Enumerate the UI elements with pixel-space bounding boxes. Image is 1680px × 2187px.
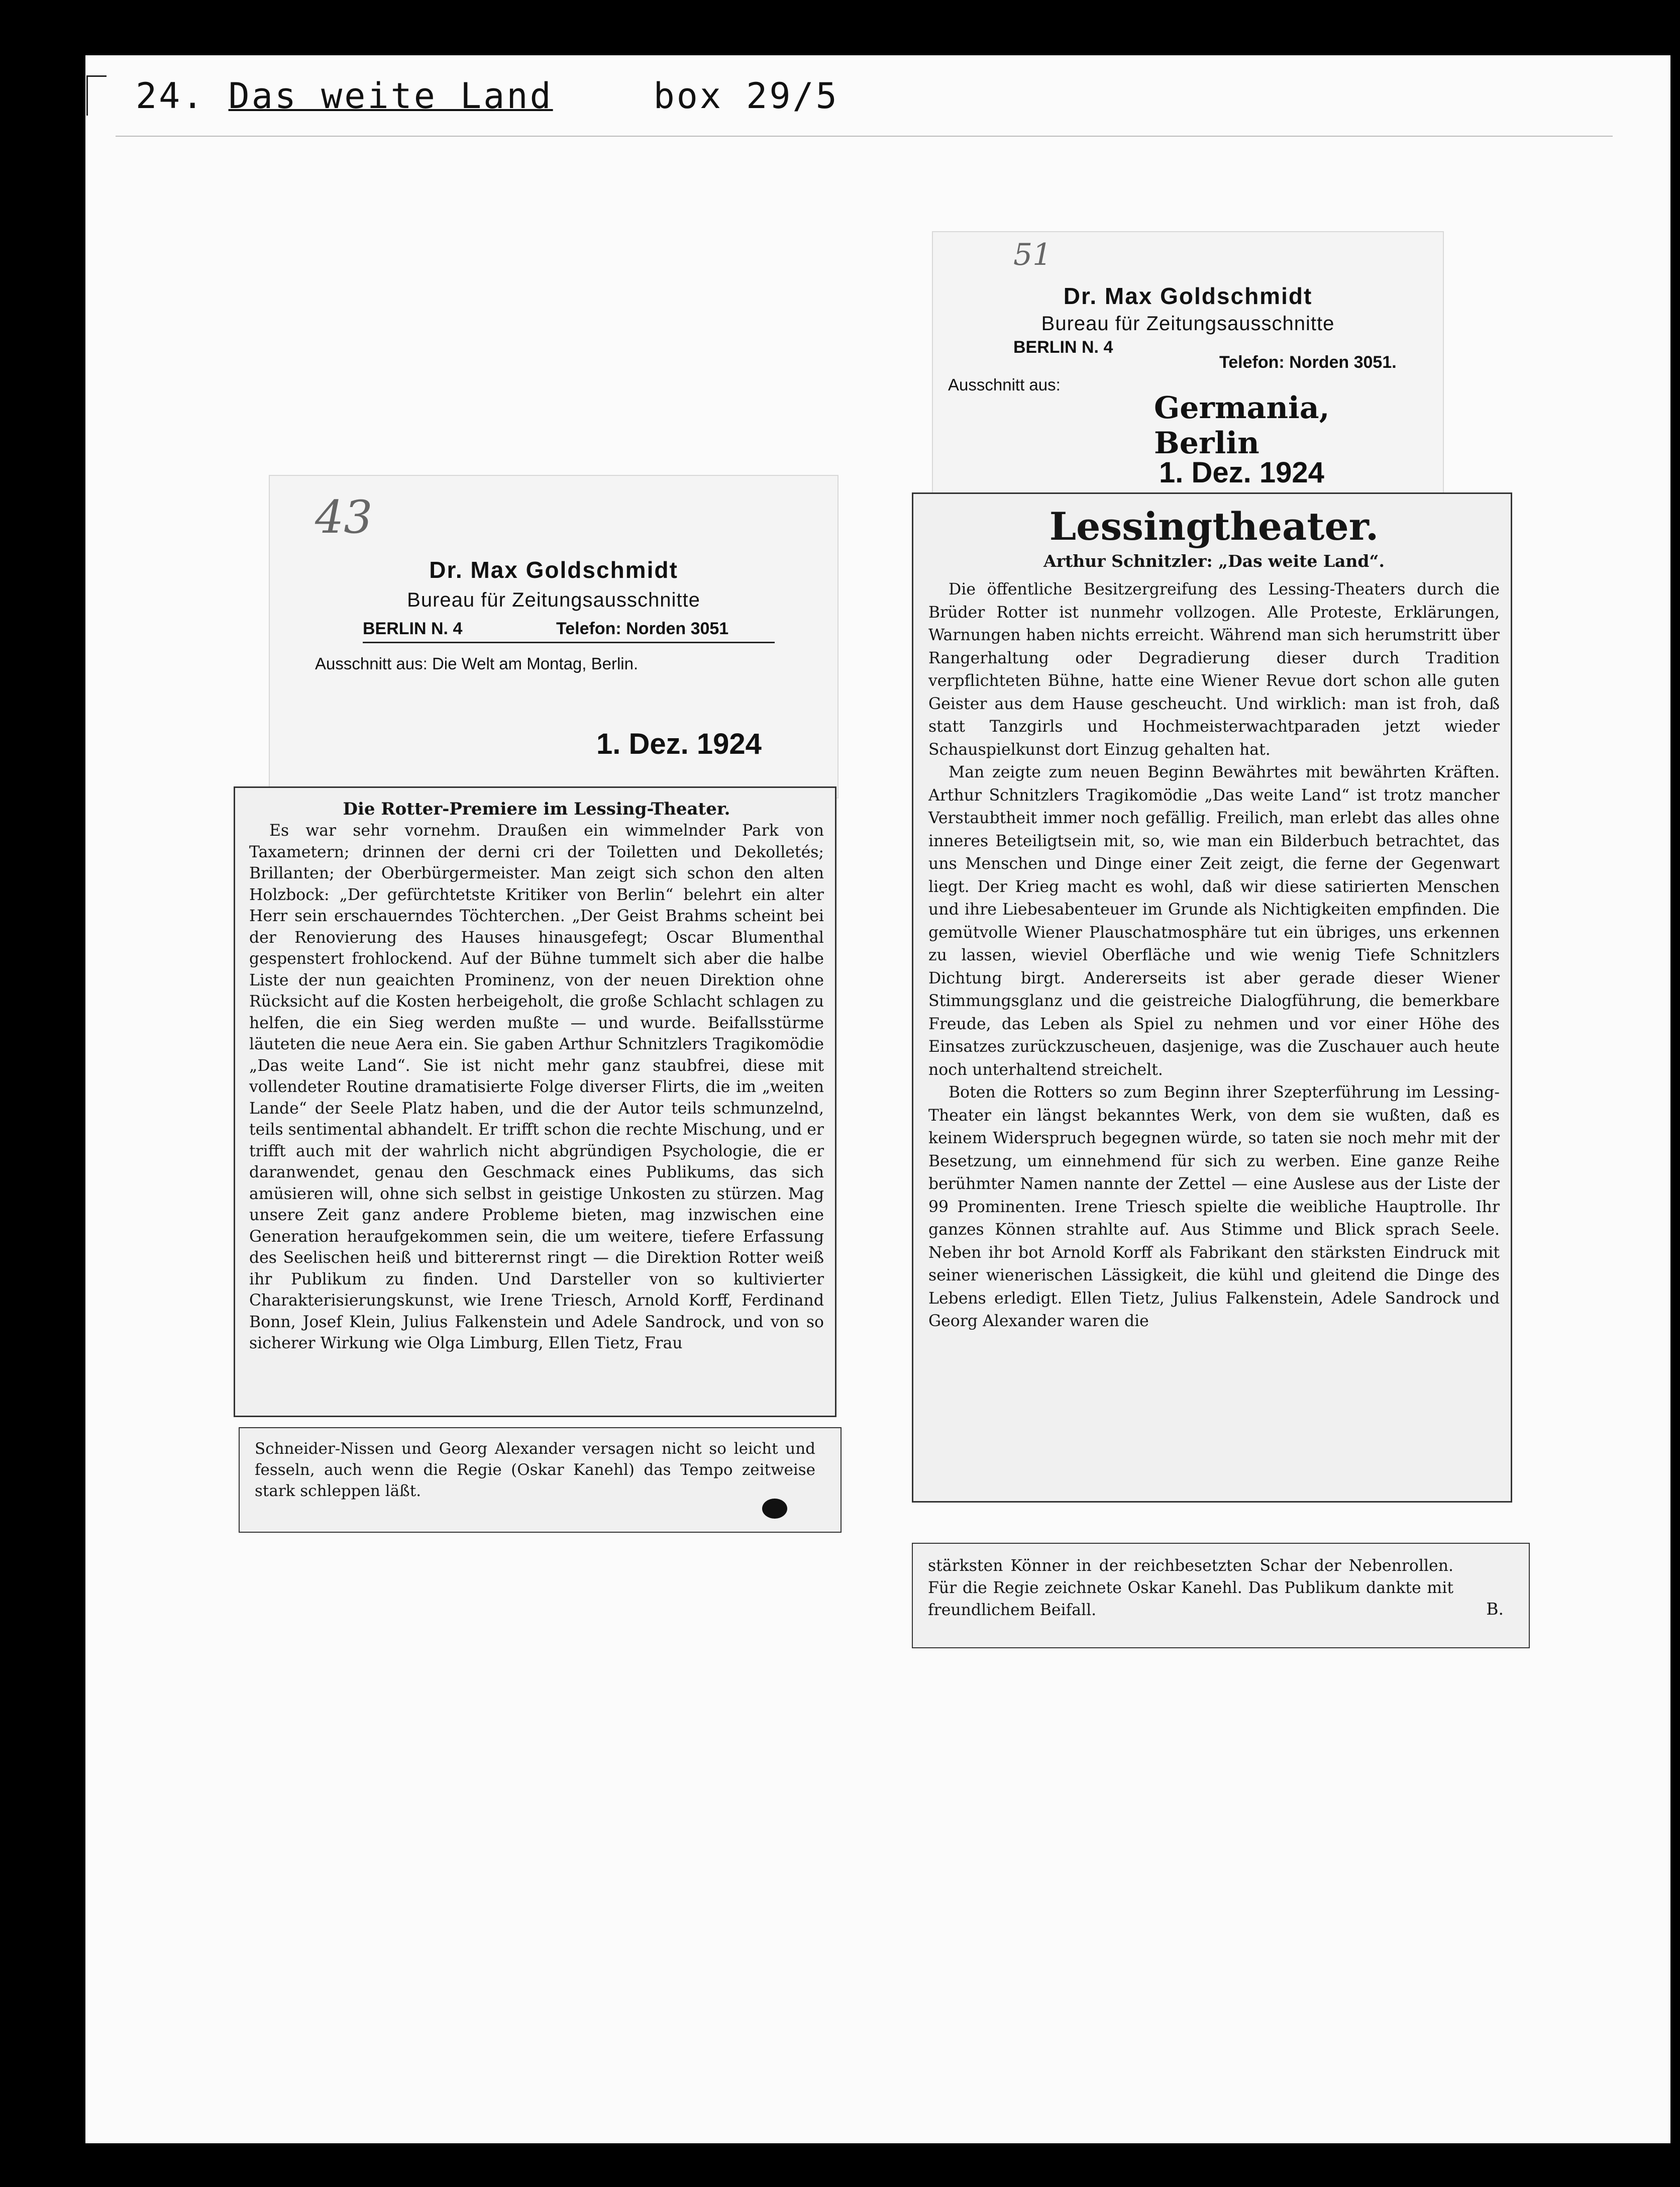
right-continuation-clipping bbox=[912, 1543, 1530, 1648]
article-text bbox=[928, 504, 1500, 1333]
article-paragraph: Die öffentliche Besitzergreifung des Lessing-Theaters durch die Brüder Rotter ist nunmehr vollzogen. Alle Proteste, Erklärungen, Warnungen haben nichts erreicht. Während man sich herumstritt über Rangerhaltung oder Degradierung dieser durch Tradition verpflichteten Bühne, hatte eine Wiener Revue dort schon alle guten Geister aus dem Hause gescheucht. Und wirklich: man ist froh, daß statt Tanzgirls und Hochmeisterwachtparaden jetzt wieder Schauspielkunst dort Einzug gehalten hat. bbox=[928, 580, 1500, 759]
bureau-phone: Telefon: Norden 3051 bbox=[556, 619, 729, 638]
box-label: box 29/5 bbox=[653, 75, 839, 117]
bureau-name: Dr. Max Goldschmidt bbox=[1063, 283, 1313, 309]
right-bureau-slip bbox=[932, 231, 1444, 505]
article-headline: Lessingtheater. bbox=[1049, 504, 1379, 549]
source-name: Germania, Berlin bbox=[1154, 390, 1330, 461]
continuation-text: stärksten Könner in der reichbesetzten Schar der Nebenrollen. Für die Regie zeichnete Oskar Kanehl. Das Publikum dankte mit freundlichem Beifall. bbox=[928, 1557, 1453, 1619]
article-subheadline: Arthur Schnitzler: „Das weite Land“. bbox=[1043, 551, 1385, 571]
bureau-name: Dr. Max Goldschmidt bbox=[429, 557, 678, 583]
continuation-text: Schneider-Nissen und Georg Alexander versagen nicht so leicht und fesseln, auch wenn die Regie (Oskar Kanehl) das Tempo zeitweise stark schleppen läßt. bbox=[255, 1440, 815, 1500]
article-paragraph: Man zeigte zum neuen Beginn Bewährtes mit bewährten Kräften. Arthur Schnitzlers Tragikomödie „Das weite Land“ ist trotz mancher Verstaubtheit immer noch gefällig. Freilich, man erlebt das alles ohne inneres Beteiligtsein mit, so, wie man ein Bilderbuch betrachtet, das uns Menschen und Dinge einer Zeit zeigt, die ferne der Gegenwart liegt. Der Krieg macht es wohl, daß wir diese satirierten Menschen und ihre Liebesabenteuer im Grunde als Nichtigkeiten empfinden. Die gemütvolle Wiener Plauschatmosphäre tut ein übriges, uns erkennen zu lassen, wieviel Oberfläche und wie wenig Tiefe Schnitzlers Dichtung birgt. Andererseits ist aber gerade dieser Wiener Stimmungsglanz und die geistreiche Dialogführung, die bemerkbare Freude, das Leben als Spiel zu nehmen und vor einer Höhe des Einsatzes zurückzuscheuen, dasjenige, was die Zuschauer auch heute noch unterhaltend streichelt. bbox=[928, 763, 1500, 1079]
article-body: Es war sehr vornehm. Draußen ein wimmelnder Park von Taxametern; drinnen der derni cri der Toiletten und Dekolletés; Brillanten; der Oberbürgermeister. Man zeigt sich schon den alten Holzbock: „Der gefürchtetste Kritiker von Berlin“ belehrt ein alter Herr sein erschauerndes Töchterchen. „Der Geist Brahms scheint bei der Renovierung des Hauses hinausgefegt; Oscar Blumenthal gespenstert frohlockend. Auf der Bühne tummelt sich aber die halbe Liste der nun geaichten Prominenz, von der neuen Direktion ohne Rücksicht auf die Kosten herbeigeholt, die große Schlacht schlagen zu helfen, die ein Sieg werden mußte — und wurde. Beifallsstürme läuteten die neue Aera ein. Sie gaben Arthur Schnitzlers Tragikomödie „Das weite Land“. Sie ist nicht mehr ganz staubfrei, diese mit vollendeter Routine dramatisierte Folge diverser Flirts, die im „weiten Lande“ der Seele Platz haben, und die der Autor teils schmunzelnd, teils sentimental abhandelt. Er trifft schon die rechte Mischung, und er trifft auch mit der wahrlich nicht abgründigen Psychologie, die er daranwendet, genau den Geschmack eines Publikums, das sich amüsieren will, ohne sich selbst in geistige Unkosten zu stürzen. Mag unsere Zeit ganz andere Probleme bieten, mag inzwischen eine Generation heraufgekommen sein, die um weitere, tiefere Erfassung des Seelischen heiß und bitterernst ringt — die Direktion Rotter weiß ihr Publikum zu finden. Und Darsteller von so kultivierter Charakterisierungskunst, wie Irene Triesch, Arnold Korff, Ferdinand Bonn, Josef Klein, Julius Falkenstein und Adele Sandrock, und von so sicherer Wirkung wie Olga Limburg, Ellen Tietz, Frau bbox=[249, 822, 824, 1352]
signature: B. bbox=[1486, 1599, 1504, 1619]
article-text bbox=[249, 798, 824, 1354]
article-paragraph: Boten die Rotters so zum Beginn ihrer Szepterführung im Lessing-Theater ein längst bekanntes Werk, von dem sie wußten, daß es keinem Widerspruch begegnen würde, so taten sie noch mehr mit der Besetzung, um einnehmend für sich zu werben. Eine ganze Reihe berühmter Namen nannte der Zettel — eine Auslese aus der Liste der 99 Prominenten. Irene Triesch spielte die weibliche Hauptrolle. Ihr ganzes Können strahlte auf. Aus Stimme und Blick sprach Seele. Neben ihr bot Arnold Korff als Fabrikant den stärksten Eindruck mit seiner wienerischen Lässigkeit, die kühl und gleitend die Dinge des Lebens erledigt. Ellen Tietz, Julius Falkenstein, Adele Sandrock und Georg Alexander waren die bbox=[928, 1083, 1500, 1330]
left-article-clipping bbox=[234, 786, 836, 1417]
bureau-description: Bureau für Zeitungsausschnitte bbox=[1041, 313, 1335, 335]
handwritten-number: 51 bbox=[1013, 237, 1052, 272]
article-headline: Die Rotter-Premiere im Lessing-Theater. bbox=[343, 799, 730, 819]
ink-blot bbox=[762, 1499, 787, 1519]
source-label: Ausschnitt aus: bbox=[948, 375, 1061, 394]
bureau-city: BERLIN N. 4 bbox=[363, 619, 463, 638]
page-number: 24. bbox=[136, 75, 205, 117]
corner-mark-top bbox=[86, 75, 107, 77]
source-line: Ausschnitt aus: Die Welt am Montag, Berlin. bbox=[315, 654, 639, 673]
date-stamp: 1. Dez. 1924 bbox=[1159, 456, 1324, 489]
slip-rule bbox=[363, 642, 775, 643]
right-article-clipping bbox=[912, 492, 1512, 1503]
bureau-city: BERLIN N. 4 bbox=[1013, 338, 1113, 357]
header-rule bbox=[116, 136, 1613, 137]
bureau-phone: Telefon: Norden 3051. bbox=[1219, 353, 1397, 372]
left-bureau-slip bbox=[269, 475, 838, 799]
bureau-description: Bureau für Zeitungsausschnitte bbox=[407, 589, 700, 611]
handwritten-number: 43 bbox=[315, 491, 373, 544]
corner-mark bbox=[86, 75, 88, 116]
page-title: Das weite Land bbox=[228, 75, 553, 117]
page-header bbox=[136, 75, 839, 117]
date-stamp: 1. Dez. 1924 bbox=[596, 728, 762, 760]
left-continuation-clipping bbox=[239, 1427, 842, 1533]
